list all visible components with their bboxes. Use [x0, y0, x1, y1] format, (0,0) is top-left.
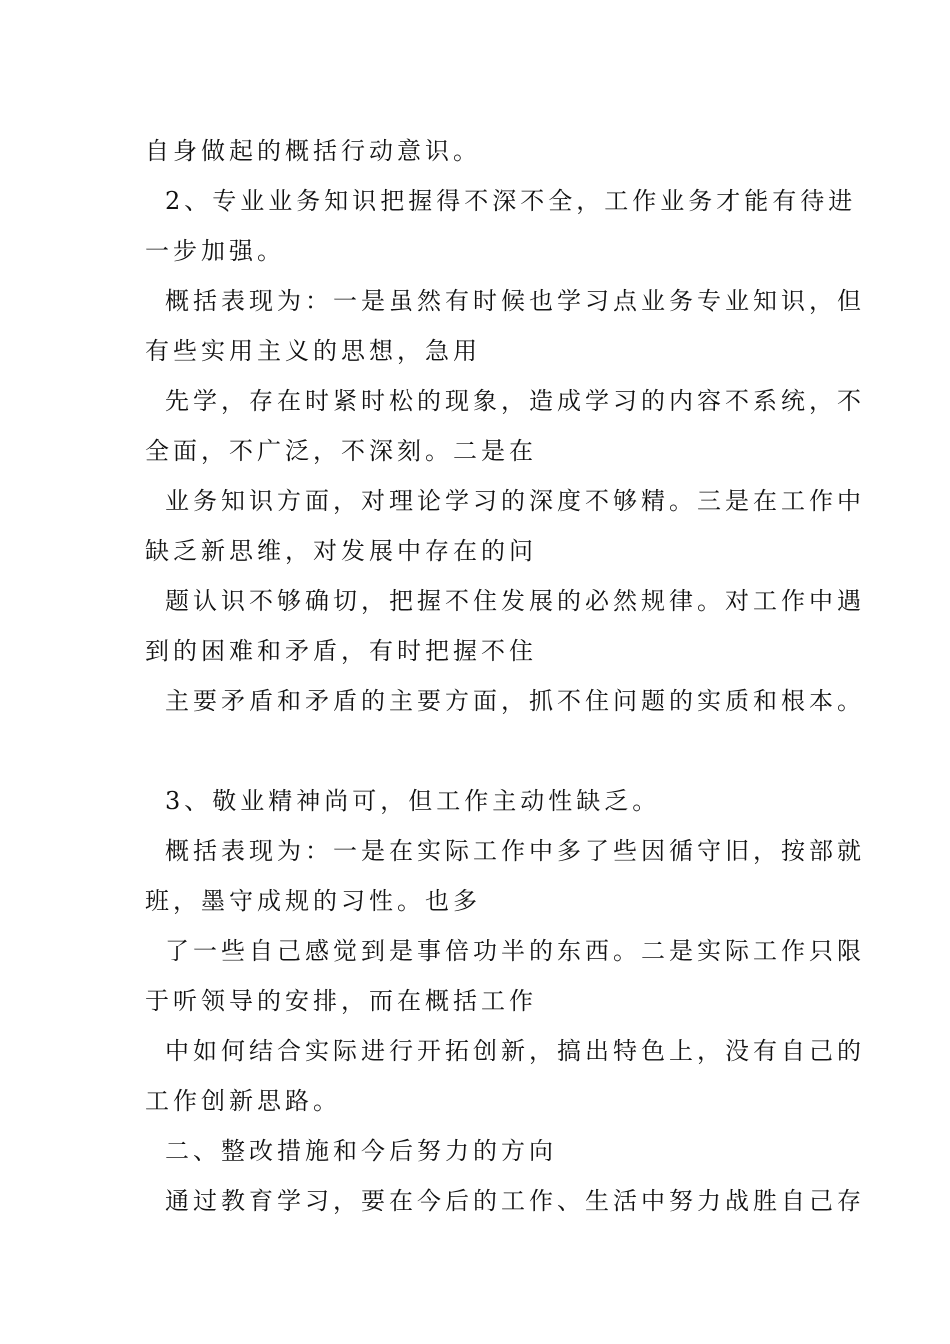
section-heading: 二、整改措施和今后努力的方向 [165, 1137, 557, 1165]
text-line: 主要矛盾和矛盾的主要方面，抓不住问题的实质和根本。 [165, 687, 865, 715]
text-line: 全面，不广泛，不深刻。二是在 [145, 437, 537, 465]
text-line: 于听领导的安排，而在概括工作 [145, 987, 537, 1015]
text-line: 一步加强。 [145, 237, 285, 265]
text-line: 先学，存在时紧时松的现象，造成学习的内容不系统，不 [165, 387, 865, 415]
text-line: 业务知识方面，对理论学习的深度不够精。三是在工作中 [165, 487, 865, 515]
text-line: 中如何结合实际进行开拓创新，搞出特色上，没有自己的 [165, 1037, 865, 1065]
text-line: 班，墨守成规的习性。也多 [145, 887, 481, 915]
text-line: 缺乏新思维，对发展中存在的问 [145, 537, 537, 565]
section-heading: 2、专业业务知识把握得不深不全，工作业务才能有待进 [165, 187, 857, 215]
text-line: 工作创新思路。 [145, 1087, 341, 1115]
text-line: 了一些自己感觉到是事倍功半的东西。二是实际工作只限 [165, 937, 865, 965]
text-line: 到的困难和矛盾，有时把握不住 [145, 637, 537, 665]
text-line: 通过教育学习，要在今后的工作、生活中努力战胜自己存 [165, 1187, 865, 1215]
text-line: 概括表现为：一是虽然有时候也学习点业务专业知识，但 [165, 287, 865, 315]
text-line: 自身做起的概括行动意识。 [145, 137, 481, 165]
text-line: 题认识不够确切，把握不住发展的必然规律。对工作中遇 [165, 587, 865, 615]
text-line: 有些实用主义的思想，急用 [145, 337, 481, 365]
text-line: 概括表现为：一是在实际工作中多了些因循守旧，按部就 [165, 837, 865, 865]
section-heading: 3、敬业精神尚可，但工作主动性缺乏。 [165, 787, 661, 815]
